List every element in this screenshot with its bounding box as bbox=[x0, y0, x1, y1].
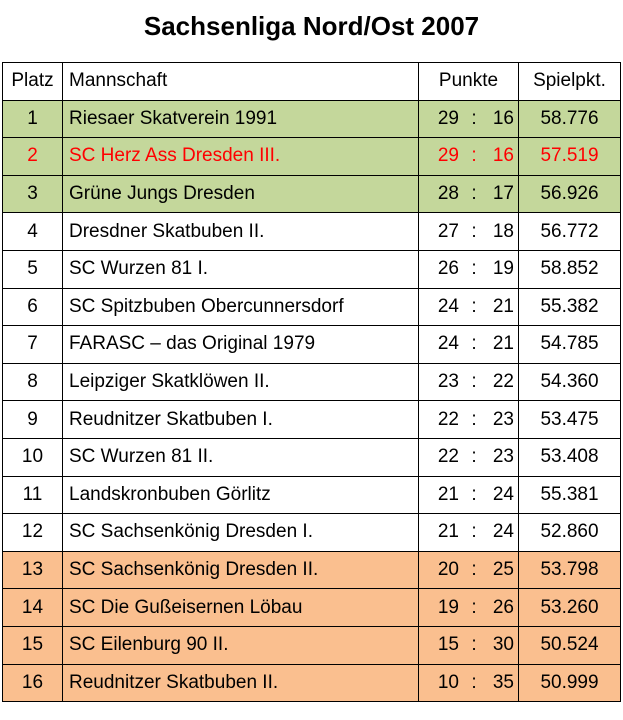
points-lost: 24 bbox=[492, 483, 514, 505]
team-name-cell: Landskronbuben Görlitz bbox=[63, 476, 419, 514]
points-lost: 26 bbox=[492, 596, 514, 618]
rank-cell: 9 bbox=[3, 401, 63, 439]
team-name-cell: SC Wurzen 81 I. bbox=[63, 250, 419, 288]
points-separator: : bbox=[471, 596, 477, 618]
points-separator: : bbox=[471, 295, 477, 317]
table-row bbox=[3, 551, 621, 589]
table-row bbox=[3, 213, 621, 251]
table-row bbox=[3, 438, 621, 476]
points-lost: 35 bbox=[492, 671, 514, 693]
team-name-cell: Grüne Jungs Dresden bbox=[63, 175, 419, 213]
points-cell bbox=[419, 250, 519, 288]
rank-cell: 15 bbox=[3, 626, 63, 664]
table-row bbox=[3, 401, 621, 439]
points-won: 27 bbox=[437, 220, 459, 242]
points-separator: : bbox=[471, 258, 477, 280]
points-separator: : bbox=[471, 559, 477, 581]
points-separator: : bbox=[471, 408, 477, 430]
rank-cell: 2 bbox=[3, 138, 63, 176]
team-name-cell: SC Sachsenkönig Dresden I. bbox=[63, 514, 419, 552]
points-won: 24 bbox=[437, 333, 459, 355]
points-won: 26 bbox=[437, 258, 459, 280]
points-won: 15 bbox=[437, 634, 459, 656]
points-lost: 24 bbox=[492, 521, 514, 543]
game-points-cell: 55.382 bbox=[519, 288, 621, 326]
table-row bbox=[3, 664, 621, 702]
points-cell bbox=[419, 551, 519, 589]
points-cell bbox=[419, 213, 519, 251]
points-separator: : bbox=[471, 371, 477, 393]
points-cell bbox=[419, 438, 519, 476]
points-won: 19 bbox=[437, 596, 459, 618]
points-cell bbox=[419, 175, 519, 213]
points-cell bbox=[419, 476, 519, 514]
rank-cell: 4 bbox=[3, 213, 63, 251]
points-separator: : bbox=[471, 671, 477, 693]
header-spielpunkte: Spielpkt. bbox=[519, 63, 621, 101]
points-won: 10 bbox=[437, 671, 459, 693]
game-points-cell: 54.785 bbox=[519, 326, 621, 364]
points-pair bbox=[419, 401, 518, 438]
points-won: 21 bbox=[437, 521, 459, 543]
team-name-cell: SC Die Gußeisernen Löbau bbox=[63, 589, 419, 627]
team-name-cell: FARASC – das Original 1979 bbox=[63, 326, 419, 364]
rank-cell: 11 bbox=[3, 476, 63, 514]
rank-cell: 1 bbox=[3, 100, 63, 138]
rank-cell: 16 bbox=[3, 664, 63, 702]
game-points-cell: 53.798 bbox=[519, 551, 621, 589]
game-points-cell: 58.776 bbox=[519, 100, 621, 138]
rank-cell: 6 bbox=[3, 288, 63, 326]
game-points-cell: 56.772 bbox=[519, 213, 621, 251]
points-separator: : bbox=[471, 145, 477, 167]
team-name-cell: Dresdner Skatbuben II. bbox=[63, 213, 419, 251]
game-points-cell: 58.852 bbox=[519, 250, 621, 288]
points-pair bbox=[419, 552, 518, 589]
table-row bbox=[3, 175, 621, 213]
points-pair bbox=[419, 439, 518, 476]
points-lost: 18 bbox=[492, 220, 514, 242]
table-row bbox=[3, 100, 621, 138]
points-separator: : bbox=[471, 483, 477, 505]
header-platz: Platz bbox=[3, 63, 63, 101]
points-separator: : bbox=[471, 333, 477, 355]
team-name-cell: Reudnitzer Skatbuben II. bbox=[63, 664, 419, 702]
team-name-cell: SC Herz Ass Dresden III. bbox=[63, 138, 419, 176]
team-name-cell: SC Sachsenkönig Dresden II. bbox=[63, 551, 419, 589]
points-pair bbox=[419, 289, 518, 326]
table-row bbox=[3, 363, 621, 401]
points-separator: : bbox=[471, 107, 477, 129]
points-lost: 23 bbox=[492, 446, 514, 468]
points-cell bbox=[419, 138, 519, 176]
rank-cell: 3 bbox=[3, 175, 63, 213]
points-lost: 21 bbox=[492, 333, 514, 355]
points-cell bbox=[419, 664, 519, 702]
points-cell bbox=[419, 626, 519, 664]
rank-cell: 10 bbox=[3, 438, 63, 476]
points-pair bbox=[419, 627, 518, 664]
points-lost: 25 bbox=[492, 559, 514, 581]
game-points-cell: 53.260 bbox=[519, 589, 621, 627]
points-lost: 30 bbox=[492, 634, 514, 656]
points-won: 22 bbox=[437, 408, 459, 430]
points-lost: 23 bbox=[492, 408, 514, 430]
game-points-cell: 50.524 bbox=[519, 626, 621, 664]
points-separator: : bbox=[471, 446, 477, 468]
game-points-cell: 54.360 bbox=[519, 363, 621, 401]
standings-table bbox=[2, 62, 621, 702]
header-punkte bbox=[419, 63, 519, 101]
points-pair bbox=[419, 176, 518, 213]
points-lost: 16 bbox=[492, 145, 514, 167]
team-name-cell: Leipziger Skatklöwen II. bbox=[63, 363, 419, 401]
table-row bbox=[3, 138, 621, 176]
team-name-cell: SC Spitzbuben Obercunnersdorf bbox=[63, 288, 419, 326]
table-row bbox=[3, 326, 621, 364]
game-points-cell: 53.475 bbox=[519, 401, 621, 439]
team-name-cell: SC Wurzen 81 II. bbox=[63, 438, 419, 476]
points-won: 29 bbox=[437, 107, 459, 129]
rank-cell: 7 bbox=[3, 326, 63, 364]
points-lost: 21 bbox=[492, 295, 514, 317]
header-punkte-label: Punkte bbox=[438, 70, 499, 92]
points-separator: : bbox=[471, 220, 477, 242]
points-cell bbox=[419, 326, 519, 364]
points-pair bbox=[419, 138, 518, 175]
points-won: 23 bbox=[437, 371, 459, 393]
points-won: 29 bbox=[437, 145, 459, 167]
team-name-cell: SC Eilenburg 90 II. bbox=[63, 626, 419, 664]
game-points-cell: 55.381 bbox=[519, 476, 621, 514]
points-separator: : bbox=[471, 521, 477, 543]
points-cell bbox=[419, 401, 519, 439]
points-won: 20 bbox=[437, 559, 459, 581]
table-row bbox=[3, 589, 621, 627]
team-name-cell: Reudnitzer Skatbuben I. bbox=[63, 401, 419, 439]
game-points-cell: 56.926 bbox=[519, 175, 621, 213]
points-pair bbox=[419, 514, 518, 551]
points-separator: : bbox=[471, 634, 477, 656]
points-lost: 17 bbox=[492, 183, 514, 205]
points-pair bbox=[419, 251, 518, 288]
points-cell bbox=[419, 589, 519, 627]
points-won: 22 bbox=[437, 446, 459, 468]
table-row bbox=[3, 476, 621, 514]
points-pair bbox=[419, 589, 518, 626]
points-cell bbox=[419, 514, 519, 552]
team-name-cell: Riesaer Skatverein 1991 bbox=[63, 100, 419, 138]
points-won: 21 bbox=[437, 483, 459, 505]
game-points-cell: 50.999 bbox=[519, 664, 621, 702]
points-pair bbox=[419, 665, 518, 702]
points-pair bbox=[419, 213, 518, 250]
table-row bbox=[3, 288, 621, 326]
table-row bbox=[3, 250, 621, 288]
game-points-cell: 52.860 bbox=[519, 514, 621, 552]
points-pair bbox=[419, 364, 518, 401]
points-lost: 22 bbox=[492, 371, 514, 393]
points-cell bbox=[419, 288, 519, 326]
header-mannschaft: Mannschaft bbox=[63, 63, 419, 101]
points-won: 28 bbox=[437, 183, 459, 205]
rank-cell: 14 bbox=[3, 589, 63, 627]
points-pair bbox=[419, 326, 518, 363]
table-row bbox=[3, 514, 621, 552]
points-won: 24 bbox=[437, 295, 459, 317]
game-points-cell: 57.519 bbox=[519, 138, 621, 176]
rank-cell: 5 bbox=[3, 250, 63, 288]
points-separator: : bbox=[471, 183, 477, 205]
standings-body bbox=[3, 100, 621, 702]
points-cell bbox=[419, 363, 519, 401]
header-row bbox=[3, 63, 621, 101]
rank-cell: 13 bbox=[3, 551, 63, 589]
points-lost: 16 bbox=[492, 107, 514, 129]
points-cell bbox=[419, 100, 519, 138]
points-lost: 19 bbox=[492, 258, 514, 280]
points-pair bbox=[419, 477, 518, 514]
rank-cell: 8 bbox=[3, 363, 63, 401]
table-row bbox=[3, 626, 621, 664]
rank-cell: 12 bbox=[3, 514, 63, 552]
points-pair bbox=[419, 101, 518, 138]
page-title: Sachsenliga Nord/Ost 2007 bbox=[143, 11, 480, 41]
game-points-cell: 53.408 bbox=[519, 438, 621, 476]
